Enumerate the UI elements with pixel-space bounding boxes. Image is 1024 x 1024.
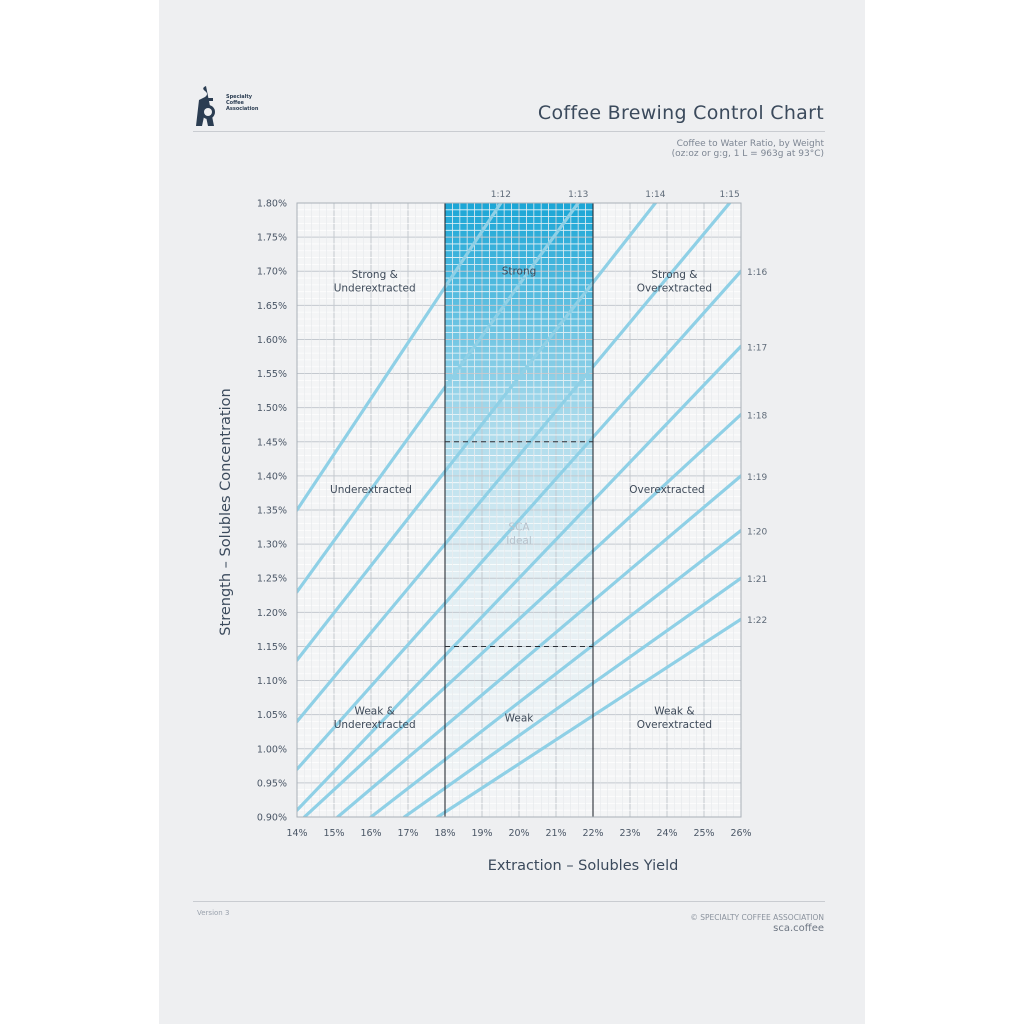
region-label-line: Weak & — [654, 705, 695, 718]
y-tick-label: 1.15% — [256, 641, 287, 653]
x-tick-label: 23% — [619, 828, 641, 839]
x-axis-label: Extraction – Solubles Yield — [487, 858, 679, 874]
ratio-label: 1:20 — [747, 527, 768, 538]
region-label-line: Underextracted — [333, 282, 416, 295]
ratio-label: 1:17 — [747, 343, 768, 354]
footer-credits — [690, 912, 824, 934]
y-tick-label: 1.40% — [256, 471, 287, 483]
region-label — [505, 712, 535, 724]
y-tick-label: 1.45% — [256, 437, 287, 449]
x-tick-label: 17% — [397, 828, 419, 839]
region-label-line: Strong — [501, 265, 537, 278]
copyright-text: © SPECIALTY COFFEE ASSOCIATION — [690, 913, 824, 922]
region-label — [506, 521, 532, 547]
x-tick-label: 20% — [508, 828, 530, 839]
y-tick-label: 1.30% — [256, 539, 287, 551]
region-label-line: Overextracted — [636, 719, 713, 732]
region-label — [330, 484, 412, 496]
region-label-line: Underextracted — [333, 719, 416, 732]
y-tick-label: 1.05% — [256, 710, 287, 722]
ratio-label: 1:18 — [747, 411, 768, 422]
y-tick-label: 1.80% — [256, 198, 287, 210]
y-tick-label: 1.00% — [256, 744, 287, 756]
y-tick-label: 1.65% — [256, 300, 287, 312]
x-tick-label: 25% — [693, 828, 715, 839]
x-tick-label: 19% — [471, 828, 493, 839]
region-label-line: Underextracted — [330, 483, 412, 496]
y-tick-label: 0.90% — [256, 812, 287, 824]
y-tick-label: 0.95% — [256, 778, 287, 790]
y-tick-label: 1.75% — [256, 232, 287, 244]
ratio-label: 1:14 — [645, 190, 666, 200]
ratio-label: 1:16 — [747, 268, 768, 279]
y-tick-label: 1.10% — [256, 676, 287, 688]
ratio-label: 1:15 — [719, 190, 740, 200]
ratio-label: 1:22 — [747, 616, 768, 627]
region-label-line: Weak & — [354, 705, 395, 718]
ratio-label: 1:19 — [747, 472, 768, 483]
y-tick-label: 1.50% — [256, 403, 287, 415]
y-tick-label: 1.70% — [256, 266, 287, 278]
x-tick-label: 22% — [582, 828, 604, 839]
region-label-line: Ideal — [506, 534, 532, 547]
website-text: sca.coffee — [773, 923, 824, 934]
y-tick-label: 1.20% — [256, 607, 287, 619]
region-label — [629, 484, 704, 496]
sca-logo-text: Specialty Coffee Association — [226, 94, 259, 112]
x-tick-label: 21% — [545, 828, 567, 839]
x-tick-label: 14% — [286, 828, 308, 839]
region-label — [502, 266, 537, 278]
region-label-line: Overextracted — [636, 282, 713, 295]
ratio-subtitle: Coffee to Water Ratio, by Weight (oz:oz or g:g, 1 L = 963g at 93°C) — [671, 139, 824, 159]
region-label-line: Overextracted — [629, 483, 705, 496]
region-label-line: Strong & — [651, 269, 698, 282]
region-label-line: Strong & — [351, 269, 398, 282]
y-axis-label: Strength – Solubles Concentration — [218, 388, 234, 636]
y-tick-label: 1.55% — [256, 369, 287, 381]
x-tick-label: 16% — [360, 828, 382, 839]
y-tick-label: 1.25% — [256, 573, 287, 585]
x-tick-label: 26% — [730, 828, 752, 839]
region-label-line: SCA — [508, 521, 530, 534]
y-tick-label: 1.35% — [256, 505, 287, 517]
x-tick-label: 15% — [323, 828, 345, 839]
version-label: Version 3 — [197, 909, 230, 917]
ratio-label: 1:12 — [490, 190, 511, 200]
region-label-line: Weak — [504, 712, 534, 725]
ratio-label: 1:21 — [747, 575, 768, 586]
x-tick-label: 18% — [434, 828, 456, 839]
y-tick-label: 1.60% — [256, 334, 287, 346]
ratio-label: 1:13 — [568, 190, 589, 200]
x-tick-label: 24% — [656, 828, 678, 839]
page-title: Coffee Brewing Control Chart — [537, 102, 824, 124]
footer-divider — [193, 901, 825, 902]
